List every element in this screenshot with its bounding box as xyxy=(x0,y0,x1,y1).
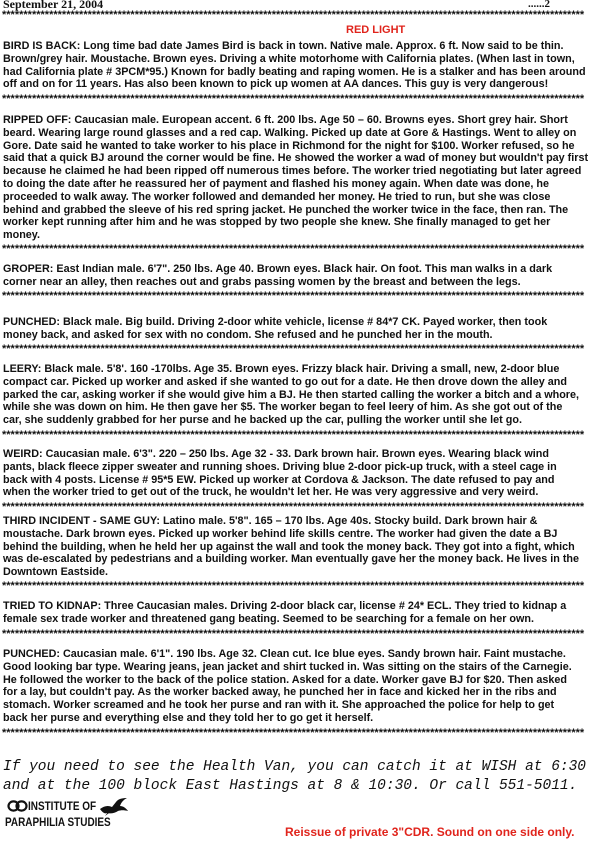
report-weird xyxy=(3,448,595,499)
report-line: behind the building, when he held her up against the wall and took the money back. They got into a fight, which xyxy=(3,540,575,553)
reissue-note: Reissue of private 3"CDR. Sound on one side only. xyxy=(285,825,575,839)
report-line: Brown/grey hair. Moustache. Brown eyes. Driving a white motorhome with California plates. (When last in town, xyxy=(3,52,575,65)
report-line: TRIED TO KIDNAP: Three Caucasian males. Driving 2-door black car, license # 24* ECL. They tried to kidnap a xyxy=(3,600,567,612)
institute-logo xyxy=(4,797,128,831)
report-punched-second xyxy=(3,648,595,725)
report-line: stomach. Worker screamed and he took her purse and ran with it. She approached the police for help to get xyxy=(3,699,555,712)
report-line: while she was down on him. He then gave her $5. The worker began to feel leery of him. As she got out of the xyxy=(3,401,563,414)
report-line: RIPPED OFF: Caucasian male. European accent. 6 ft. 200 lbs. Age 50 – 60. Browns eyes. Short grey hair. Short xyxy=(3,114,568,126)
report-line: beard. Wearing large round glasses and a red cap. Walking. Picked up date at Gore & Hastings. Went to alley on xyxy=(3,126,577,139)
report-line: corner near an alley, then reaches out and grabs passing women by the breast and between the legs. xyxy=(3,275,521,288)
report-line: THIRD INCIDENT - SAME GUY: Latino male. 5'8". 165 – 170 lbs. Age 40s. Stocky build. Dark brown hair & xyxy=(3,515,538,527)
asterisk-separator: **************************************************************************************************************************************** xyxy=(2,628,585,640)
report-line: because he claimed he had been ripped off numerous times before. The worker tried negotiating but later agreed xyxy=(3,165,582,178)
report-line: back with 4 posts. License # 95*5 EW. Picked up worker at Cordova & Jackson. The date refused to pay and xyxy=(3,473,555,486)
asterisk-separator: **************************************************************************************************************************************** xyxy=(2,93,585,105)
report-line: PUNCHED: Black male. Big build. Driving 2-door white vehicle, license # 84*7 CK. Payed worker, then took xyxy=(3,316,548,328)
report-line: parked the car, asking worker if she would give him a BJ. He then started calling the worker a bitch and a whore, xyxy=(3,388,579,401)
report-line: moustache. Dark brown eyes. Picked up worker behind life skills centre. The worker had given the date a BJ xyxy=(3,527,558,540)
report-line: Gore. Date said he wanted to take worker to his place in Richmond for the night for $100. Worker refused, so he xyxy=(3,139,575,152)
report-line: behind and grabbed the sleeve of his red spring jacket. He punched the worker twice in the face, then ran. The xyxy=(3,203,569,216)
report-line: when the worker tried to get out of the truck, he wouldn't let her. He was very aggressive and very weird. xyxy=(3,486,539,499)
report-ripped-off xyxy=(3,114,595,242)
report-line: worker kept running after him and he was stopped by two people she knew. She finally managed to get her xyxy=(3,216,551,229)
report-line: money back, and asked for sex with no condom. She refused and he punched her in the mouth. xyxy=(3,328,493,341)
report-line: PUNCHED: Caucasian male. 6'1". 190 lbs. Age 32. Clean cut. Ice blue eyes. Sandy brown hair. Faint mustache. xyxy=(3,648,566,660)
bird-icon xyxy=(99,797,129,817)
report-line: said that a quick BJ around the corner would be fine. He showed the worker a wad of money but wouldn't pay first xyxy=(3,152,589,165)
report-line: money. xyxy=(3,229,40,242)
section-title: RED LIGHT xyxy=(346,24,406,36)
report-groper xyxy=(3,263,595,289)
asterisk-separator: **************************************************************************************************************************************** xyxy=(2,243,585,255)
report-punched xyxy=(3,316,595,342)
report-line: BIRD IS BACK: Long time bad date James Bird is back in town. Native male. Approx. 6 ft. Now said to be thin. xyxy=(3,40,564,52)
report-line: to doing the date after he reassured her of payment and flashed his money again. When date was done, he xyxy=(3,177,549,190)
report-line: WEIRD: Caucasian male. 6'3". 220 – 250 lbs. Age 32 - 33. Dark brown hair. Brown eyes. Wearing black wind xyxy=(3,448,549,460)
report-line: was de-escalated by pedestrians and a building worker. Man eventually gave her the money back. He lives in the xyxy=(3,553,580,566)
report-line: for a lay, but couldn't pay. As the worker backed away, he punched her in face and kicked her in the ribs and xyxy=(3,686,557,699)
logo-line-1: INSTITUTE OF xyxy=(28,799,97,813)
asterisk-separator: **************************************************************************************************************************************** xyxy=(2,343,585,355)
report-line: female sex trade worker and threatened gang beating. Seemed to be searching for a female on her own. xyxy=(3,612,534,625)
logo-line-2: PARAPHILIA STUDIES xyxy=(5,815,111,829)
asterisk-separator: **************************************************************************************************************************************** xyxy=(2,501,585,513)
report-line: compact car. Picked up worker and asked if she wanted to go out for a date. He then drove down the alley and xyxy=(3,375,567,388)
asterisk-separator: **************************************************************************************************************************************** xyxy=(2,580,585,592)
report-line: GROPER: East Indian male. 6'7". 250 lbs. Age 40. Brown eyes. Black hair. On foot. This man walks in a dark xyxy=(3,263,553,275)
interlocked-rings-icon xyxy=(7,800,29,812)
health-van-notice xyxy=(3,758,586,796)
report-bird-is-back xyxy=(3,40,595,91)
asterisk-separator: **************************************************************************************************************************************** xyxy=(2,429,585,441)
newsletter-date: September 21, 2004 xyxy=(3,0,104,11)
report-line: Good looking bar type. Wearing jeans, jean jacket and shirt tucked in. Was sitting on the stairs of the Carnegie. xyxy=(3,660,572,673)
report-leery xyxy=(3,363,595,427)
report-line: back her purse and everything else and they told her to go get it herself. xyxy=(3,711,374,724)
report-third-incident xyxy=(3,515,595,579)
report-line: off and on for 11 years. Has also been known to pick up women at AA dances. This guy is very dangerous! xyxy=(3,78,549,91)
notice-line: If you need to see the Health Van, you can catch it at WISH at 6:30 xyxy=(3,759,586,775)
report-line: LEERY: Black male. 5'8'. 160 -170lbs. Age 35. Brown eyes. Frizzy black hair. Driving a small, new, 2-door blue xyxy=(3,363,560,375)
notice-line: and at the 100 block East Hastings at 8 & 10:30. Or call 551-5011. xyxy=(3,778,578,794)
report-tried-to-kidnap xyxy=(3,600,595,626)
asterisk-separator: **************************************************************************************************************************************** xyxy=(2,727,585,739)
report-line: had California plate # 3PCM*95.) Known for badly beating and raping women. He is a stalker and has been around xyxy=(3,65,586,78)
report-line: car, she suddenly grabbed for her purse and he backed up the car, pulling the worker until she let go. xyxy=(3,414,522,427)
page-number: ......2 xyxy=(528,0,550,10)
asterisk-separator: **************************************************************************************************************************************** xyxy=(2,290,585,302)
report-line: proceeded to walk away. The worker followed and demanded her money. He tried to run, but she was close xyxy=(3,190,551,203)
report-line: Downtown Eastside. xyxy=(3,566,108,579)
report-line: He followed the worker to the back of the police station. Asked for a date. Worker gave BJ for $20. Then asked xyxy=(3,673,567,686)
report-line: pants, black fleece zipper sweater and running shoes. Driving blue 2-door pick-up truck, with a steel cage in xyxy=(3,460,557,473)
asterisk-separator: **************************************************************************************************************************************** xyxy=(2,9,585,21)
